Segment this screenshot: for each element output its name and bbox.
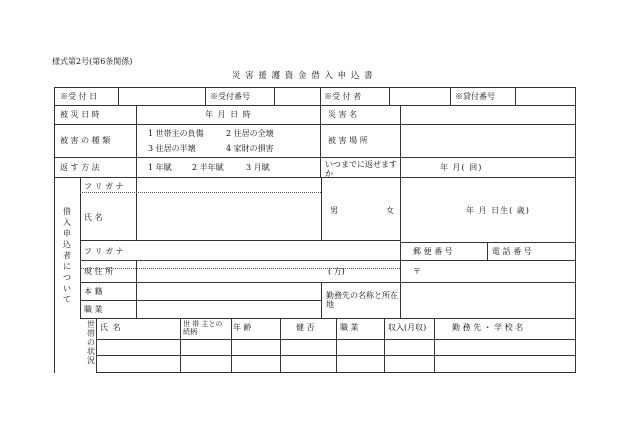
damage-option-4: 4 家財の損害	[226, 144, 274, 153]
household-header-health: 健 否	[296, 323, 315, 332]
damage-option-3: 3 住居の半壊	[148, 144, 196, 153]
furigana-label: フ リ ガ ナ	[84, 182, 124, 191]
repay-until-label: いつまでに返せますか	[325, 160, 397, 178]
male-label: 男	[330, 206, 338, 215]
occupation-label: 職 業	[84, 305, 103, 314]
form-title: 災 害 援 護 資 金 借 入 申 込 書	[232, 71, 374, 81]
postal-mark: 〒	[413, 267, 421, 276]
honseki-label: 本 籍	[84, 287, 103, 296]
form-number: 様式第2号(第6条関係)	[52, 57, 133, 66]
damage-place-label: 被 害 場 所	[328, 136, 368, 145]
repay-until-value: 年 月( 回)	[440, 163, 483, 172]
disaster-date-value: 年 月 日 時	[205, 110, 252, 119]
repay-method-label: 返 す 方 法	[60, 163, 100, 172]
receiver-label: ※受 付 者	[324, 92, 362, 101]
household-header-workplace: 勤 務 先 ・ 学 校 名	[452, 323, 524, 332]
disaster-name-label: 災 害 名	[328, 110, 358, 119]
phone-label: 電 話 番 号	[492, 247, 532, 256]
household-header-age: 年 齢	[233, 323, 252, 332]
reception-date-label: ※受 付 日	[60, 92, 98, 101]
address-paren: ( 方)	[328, 267, 345, 276]
repay-method-1: 1 年賦	[148, 163, 172, 172]
household-label-char: 世	[87, 320, 95, 329]
damage-type-label: 被 害 の 種 類	[60, 136, 111, 145]
furigana2-label: フ リ ガ ナ	[84, 247, 124, 256]
damage-option-2: 2 住居の全壊	[226, 129, 274, 138]
household-header-income: 収入(月収)	[388, 323, 427, 332]
repay-method-3: 3 月賦	[246, 163, 270, 172]
birth-date-label: 年 月 日生( 歳)	[466, 206, 530, 215]
repay-method-2: 2 半年賦	[192, 163, 224, 172]
household-label-char: 状	[87, 347, 95, 356]
female-label: 女	[386, 206, 394, 215]
household-header-relation: 世 帯 主との続柄	[183, 320, 223, 336]
workplace-label: 勤務先の名称と所在 地	[326, 291, 398, 309]
household-label-char: 況	[87, 356, 95, 365]
disaster-date-label: 被 災 日 時	[60, 110, 100, 119]
reception-number-label: ※受付番号	[210, 92, 250, 101]
household-header-name: 氏 名	[100, 323, 122, 332]
household-header-occupation: 職 業	[340, 323, 359, 332]
applicant-side-label: 借入申込者について	[63, 207, 71, 304]
household-label-char: の	[87, 338, 95, 347]
damage-option-1: 1 世帯主の負傷	[148, 129, 204, 138]
household-label-char: 帯	[87, 329, 95, 338]
postal-code-label: 郵 便 番 号	[413, 247, 453, 256]
address-label: 現 住 所	[84, 267, 114, 276]
name-label: 氏 名	[84, 213, 103, 222]
loan-number-label: ※貸付番号	[455, 92, 495, 101]
